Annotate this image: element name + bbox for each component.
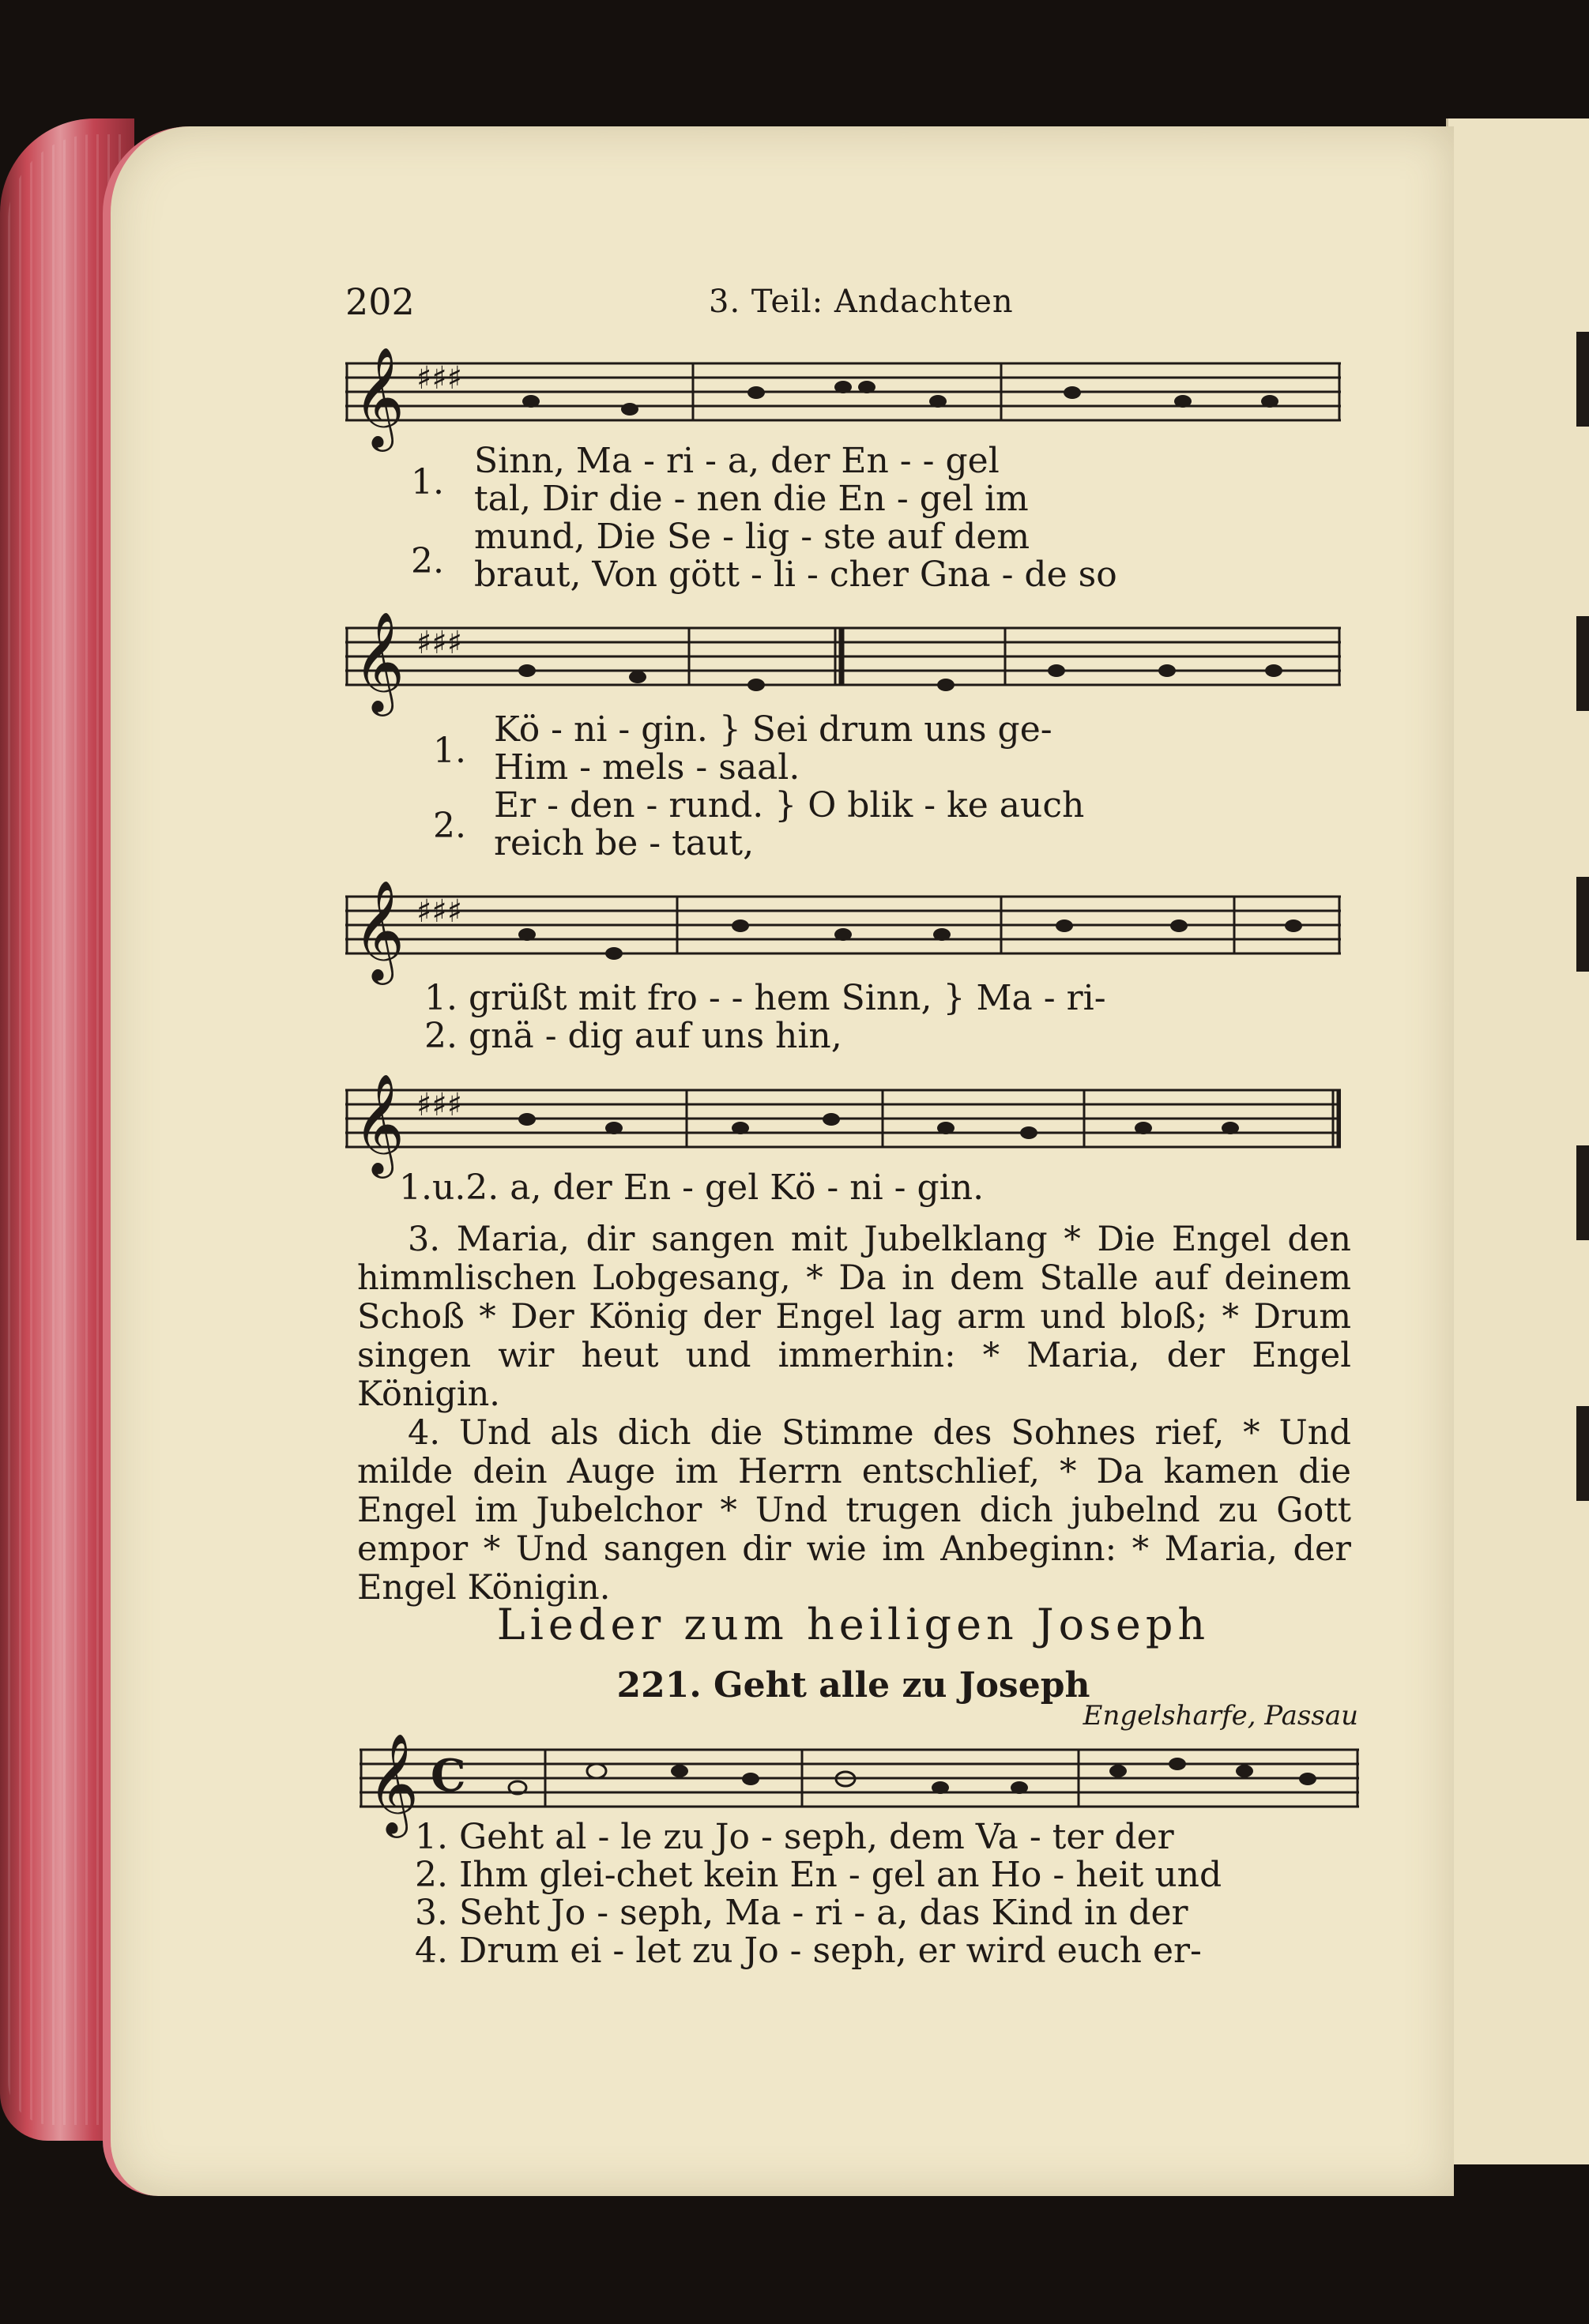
page-header <box>345 280 1333 328</box>
svg-text:𝄞: 𝄞 <box>353 348 405 447</box>
svg-text:𝄞: 𝄞 <box>367 1734 420 1833</box>
svg-text:𝄞: 𝄞 <box>353 1074 405 1174</box>
lyric-line: Him - mels - saal. <box>494 747 800 788</box>
lyric-line: 2. Ihm glei-chet kein En - gel an Ho - heit und <box>415 1855 1222 1895</box>
song-source: Engelsharfe, Passau <box>1083 1700 1358 1732</box>
verse-number: 2. <box>411 541 444 581</box>
facing-page-staff-mark <box>1576 616 1589 711</box>
svg-text:𝄞: 𝄞 <box>353 612 405 712</box>
verse-number: 2. <box>433 806 466 846</box>
verse-3: 3. Maria, dir sangen mit Jubelklang * Die Engel den himmlischen Lobgesang, * Da in dem Stalle auf deinem Schoß * Der König der Engel lag arm und bloß; * Drum singen wir heut und immerhin: * Maria, der Engel Königin. <box>357 1220 1351 1414</box>
music-staff <box>345 612 1341 723</box>
svg-text:♯♯♯: ♯♯♯ <box>416 360 463 397</box>
lyric-line: braut, Von gött - li - cher Gna - de so <box>474 555 1117 595</box>
lyric-line: 3. Seht Jo - seph, Ma - ri - a, das Kind in der <box>415 1893 1188 1933</box>
verse-number: 1. <box>433 731 466 771</box>
lyrics-block <box>399 1169 984 1207</box>
svg-text:♯♯♯: ♯♯♯ <box>416 1087 463 1123</box>
song-verses <box>357 1220 1351 1608</box>
lyric-line: tal, Dir die - nen die En - gel im <box>474 479 1029 519</box>
lyrics-block <box>494 711 1084 863</box>
svg-text:𝄞: 𝄞 <box>353 881 405 980</box>
svg-text:♯♯♯: ♯♯♯ <box>416 625 463 661</box>
verse-number: 1. <box>411 462 444 502</box>
lyric-line: 1.u.2. a, der En - gel Kö - ni - gin. <box>399 1168 985 1208</box>
facing-page-staff-mark <box>1576 1145 1589 1240</box>
lyrics-block <box>424 980 1106 1055</box>
page-number: 202 <box>345 280 415 323</box>
lyric-line: Er - den - rund. } O blik - ke auch <box>494 785 1085 825</box>
lyric-line: 1. Geht al - le zu Jo - seph, dem Va - ter der <box>415 1817 1174 1857</box>
svg-text:♯♯♯: ♯♯♯ <box>416 893 463 930</box>
lyric-line: reich be - taut, <box>494 823 755 863</box>
facing-page-staff-mark <box>1576 332 1589 427</box>
verse-4: 4. Und als dich die Stimme des Sohnes rief, * Und milde dein Auge im Herrn entschlief, * Da kamen die Engel im Jubelchor * Und trugen dich jubelnd zu Gott empor * Und sangen dir wie im Anbeginn: * Maria, der Engel Königin. <box>357 1413 1351 1608</box>
lyrics-block <box>415 1818 1222 1970</box>
svg-text:C: C <box>431 1750 466 1802</box>
lyric-line: 1. grüßt mit fro - - hem Sinn, } Ma - ri- <box>424 978 1106 1018</box>
lyric-line: mund, Die Se - lig - ste auf dem <box>474 517 1030 557</box>
section-title: Lieder zum heiligen Joseph <box>496 1600 1211 1649</box>
facing-page-staff-mark <box>1576 877 1589 972</box>
song-title: 221. Geht alle zu Joseph <box>616 1665 1090 1705</box>
lyric-line: 4. Drum ei - let zu Jo - seph, er wird euch er- <box>415 1931 1202 1971</box>
running-head: 3. Teil: Andachten <box>709 284 1014 320</box>
facing-page <box>1446 118 1589 2164</box>
music-staff <box>345 881 1341 991</box>
facing-page-staff-mark <box>1576 1406 1589 1501</box>
lyric-line: Sinn, Ma - ri - a, der En - - gel <box>474 441 1000 481</box>
lyrics-block <box>474 442 1117 594</box>
lyric-line: 2. gnä - dig auf uns hin, <box>424 1016 842 1056</box>
lyric-line: Kö - ni - gin. } Sei drum uns ge- <box>494 709 1052 750</box>
